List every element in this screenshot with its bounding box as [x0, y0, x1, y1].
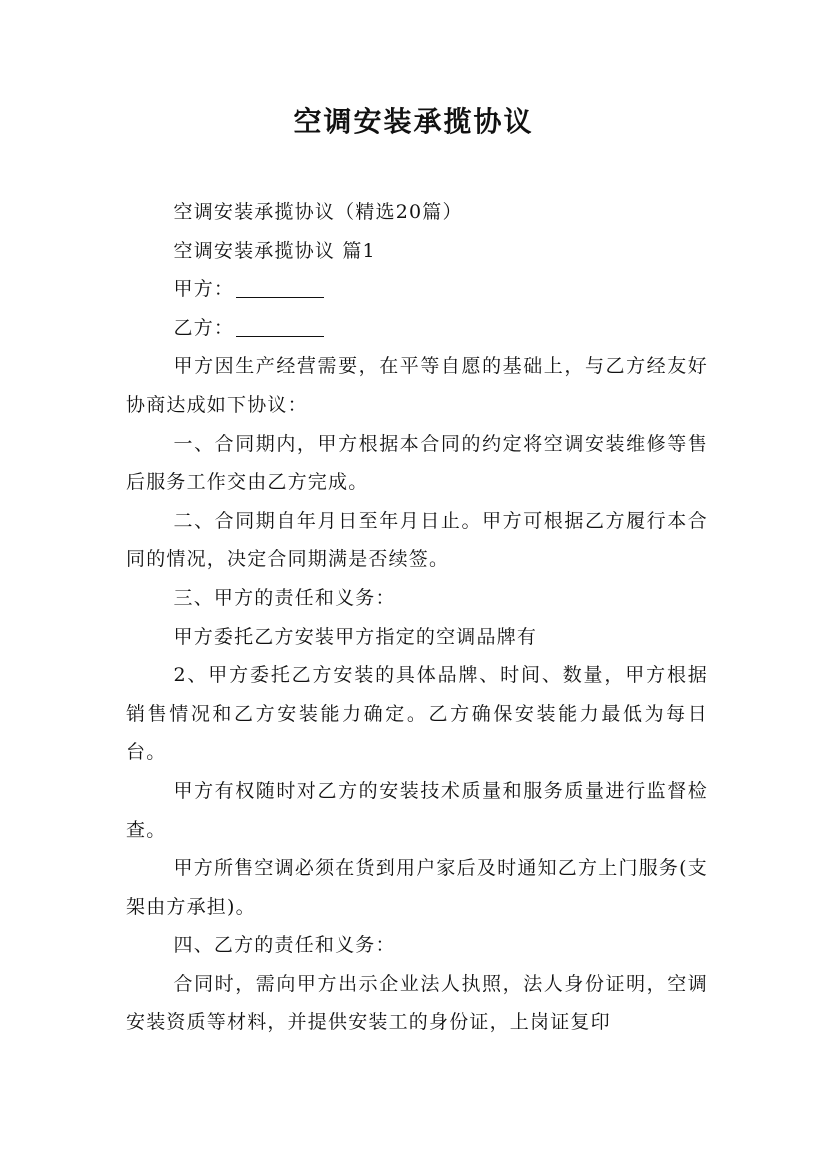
document-title: 空调安装承揽协议 [293, 105, 534, 138]
paragraph-clause-4-heading: 四、乙方的责任和义务： [173, 934, 396, 957]
party-a-blank [236, 278, 324, 298]
party-b-label: 乙方： [173, 316, 235, 339]
paragraph-clause-1: 一、合同期内，甲方根据本合同的约定将空调安装维修等售后服务工作交由乙方完成。 [126, 432, 708, 494]
party-b-blank [236, 317, 324, 337]
party-a-label: 甲方： [173, 278, 235, 301]
document-body [126, 193, 708, 1042]
paragraph-clause-2: 二、合同期自年月日至年月日止。甲方可根据乙方履行本合同的情况，决定合同期满是否续签。 [126, 509, 708, 571]
paragraph-clause-3-item-4: 甲方所售空调必须在货到用户家后及时通知乙方上门服务(支架由方承担)。 [126, 857, 708, 918]
paragraph-clause-3-heading: 三、甲方的责任和义务： [173, 586, 396, 609]
paragraph-section-heading: 空调安装承揽协议 篇1 [173, 239, 376, 262]
paragraph-intro: 甲方因生产经营需要，在平等自愿的基础上，与乙方经友好协商达成如下协议： [126, 355, 708, 416]
paragraph-clause-4-item: 合同时，需向甲方出示企业法人执照，法人身份证明，空调安装资质等材料，并提供安装工的身份证，上岗证复印 [126, 972, 708, 1034]
paragraph-clause-3-item-2: 2、甲方委托乙方安装的具体品牌、时间、数量，甲方根据销售情况和乙方安装能力确定。乙方确保安装能力最低为每日台。 [126, 664, 708, 764]
paragraph-clause-3-item: 甲方委托乙方安装甲方指定的空调品牌有 [173, 625, 538, 648]
paragraph-clause-3-item-3: 甲方有权随时对乙方的安装技术质量和服务质量进行监督检查。 [126, 779, 708, 841]
party-a-line [126, 270, 708, 309]
paragraph-subtitle: 空调安装承揽协议（精选20篇） [173, 201, 463, 223]
party-b-line [126, 309, 708, 348]
